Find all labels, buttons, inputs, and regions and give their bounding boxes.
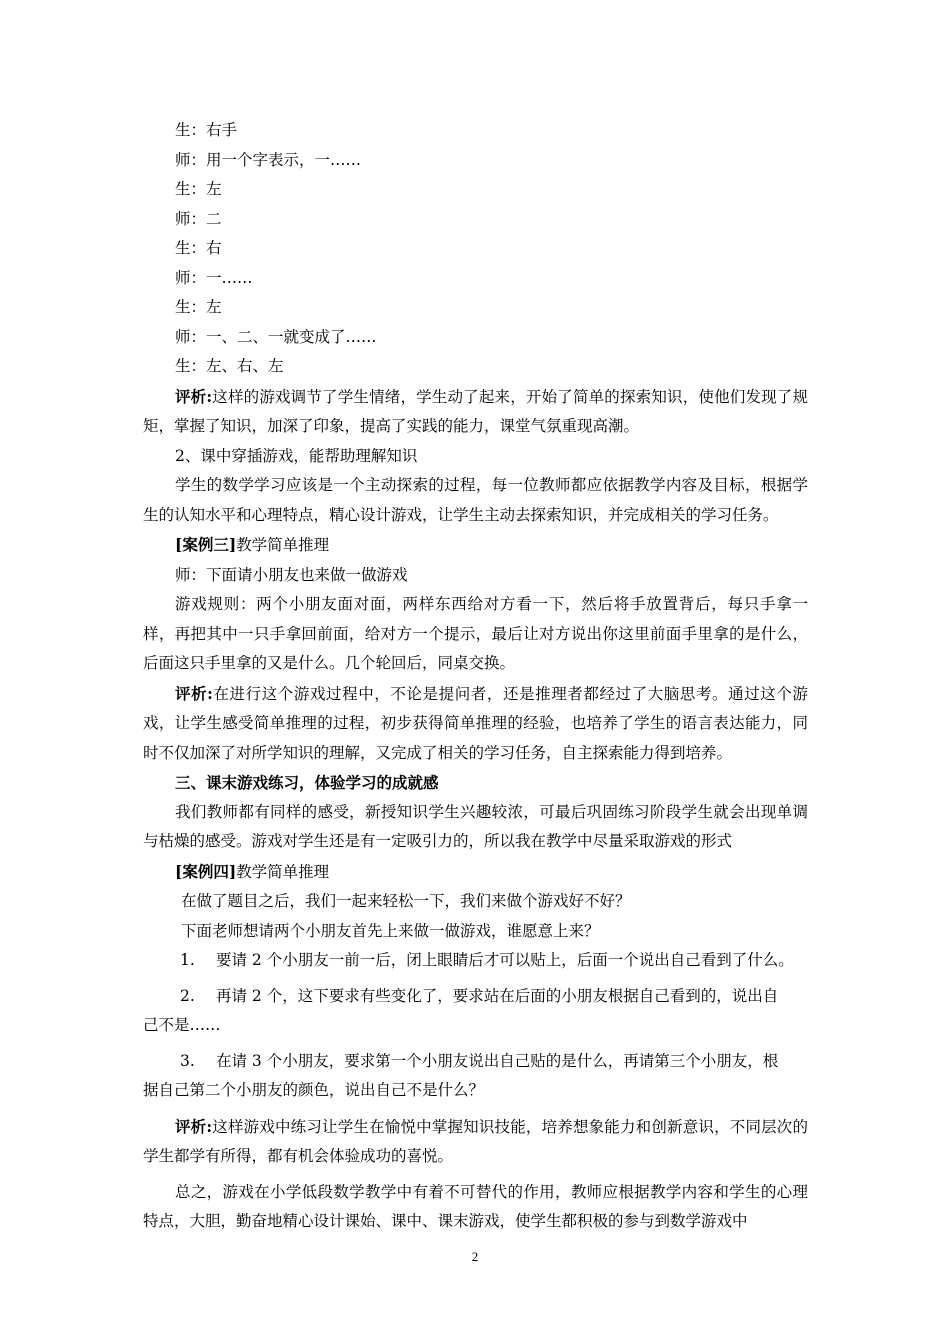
dialogue-line: 师：一…… <box>175 268 253 287</box>
case-label: [案例三] <box>175 535 237 554</box>
list-item-continuation: 己不是…… <box>143 1016 221 1034</box>
game-rules-paragraph: 游戏规则：两个小朋友面对面，两样东西给对方看一下，然后将手放置背后，每只手拿一样，再把其中一只手拿回前面，给对方一个提示，最后让对方说出你这里前面手里拿的是什么，后面这只手里拿的又是什么。几个轮回后，同桌交换。 <box>143 595 808 672</box>
list-item <box>143 982 808 1012</box>
page-body <box>143 116 808 1237</box>
body-paragraph: 我们教师都有同样的感受，新授知识学生兴趣较浓，可最后巩固练习阶段学生就会出现单调与枯燥的感受。游戏对学生还是有一定吸引力的，所以我在教学中尽量采取游戏的形式 <box>143 802 808 850</box>
analysis-paragraph <box>143 1112 808 1172</box>
conclusion-paragraph: 总之，游戏在小学低段数学教学中有着不可替代的作用，教师应根据教学内容和学生的心理特点，大胆，勤奋地精心设计课始、课中、课末游戏，使学生都积极的参与到数学游戏中 <box>143 1182 808 1230</box>
section-heading: 三、课末游戏练习，体验学习的成就感 <box>175 773 439 792</box>
list-text: 要请 2 个小朋友一前一后，闭上眼睛后才可以贴上，后面一个说出自己看到了什么。 <box>216 951 794 969</box>
case-line: 在做了题目之后，我们一起来轻松一下，我们来做个游戏好不好？ <box>181 892 631 910</box>
list-item <box>143 946 808 976</box>
analysis-text: 这样游戏中练习让学生在愉悦中掌握知识技能，培养想象能力和创新意识，不同层次的学生都学有所得，都有机会体验成功的喜悦。 <box>143 1117 808 1165</box>
list-text: 再请 2 个，这下要求有些变化了，要求站在后面的小朋友根据自己看到的，说出自 <box>216 986 779 1005</box>
dialogue-line: 生：左 <box>175 180 222 198</box>
dialogue-line: 师：一、二、一就变成了…… <box>175 327 377 346</box>
list-number: 1. <box>180 951 195 969</box>
list-item-continuation: 据自己第二个小朋友的颜色，说出自己不是什么？ <box>143 1081 485 1099</box>
dialogue-line: 生：右 <box>175 239 222 257</box>
analysis-text: 在进行这个游戏过程中，不论是提问者，还是推理者都经过了大脑思考。通过这个游戏，让学生感受简单推理的过程，初步获得简单推理的经验，也培养了学生的语言表达能力，同时不仅加深了对所学知识的理解，又完成了相关的学习任务，自主探索能力得到培养。 <box>143 684 808 762</box>
list-text: 在请 3 个小朋友，要求第一个小朋友说出自己贴的是什么，再请第三个小朋友，根 <box>216 1051 779 1070</box>
analysis-label: 评析: <box>175 683 213 703</box>
analysis-paragraph <box>143 382 808 442</box>
body-paragraph: 学生的数学学习应该是一个主动探索的过程，每一位教师都应依据教学内容及目标，根据学生的认知水平和心理特点，精心设计游戏，让学生主动去探索知识，并完成相关的学习任务。 <box>143 476 808 524</box>
section-heading: 2、课中穿插游戏，能帮助理解知识 <box>175 446 418 465</box>
page-number: 2 <box>471 1249 479 1264</box>
case-label: [案例四] <box>175 861 237 881</box>
dialogue-line: 生：右手 <box>175 121 238 139</box>
analysis-paragraph <box>143 679 808 769</box>
analysis-label: 评析: <box>175 386 213 406</box>
dialogue-line: 生：左 <box>175 298 222 316</box>
dialogue-line: 生：左、右、左 <box>175 357 284 375</box>
case-heading <box>143 530 808 561</box>
case-heading <box>143 857 808 888</box>
dialogue-line: 师：用一个字表示，一…… <box>175 150 362 169</box>
analysis-text: 这样的游戏调节了学生情绪，学生动了起来，开始了简单的探索知识，使他们发现了规矩，掌握了知识，加深了印象，提高了实践的能力，课堂气氛重现高潮。 <box>143 387 808 435</box>
list-number: 3. <box>180 1051 195 1070</box>
list-item <box>143 1047 808 1077</box>
dialogue-line: 师：二 <box>175 209 222 228</box>
case-line: 下面老师想请两个小朋友首先上来做一做游戏，谁愿意上来？ <box>181 921 600 940</box>
case-title: 教学简单推理 <box>236 536 330 554</box>
analysis-label: 评析: <box>175 1116 213 1136</box>
case-title: 教学简单推理 <box>236 862 330 881</box>
list-number: 2. <box>180 986 195 1005</box>
teacher-line: 师：下面请小朋友也来做一做游戏 <box>175 565 408 584</box>
